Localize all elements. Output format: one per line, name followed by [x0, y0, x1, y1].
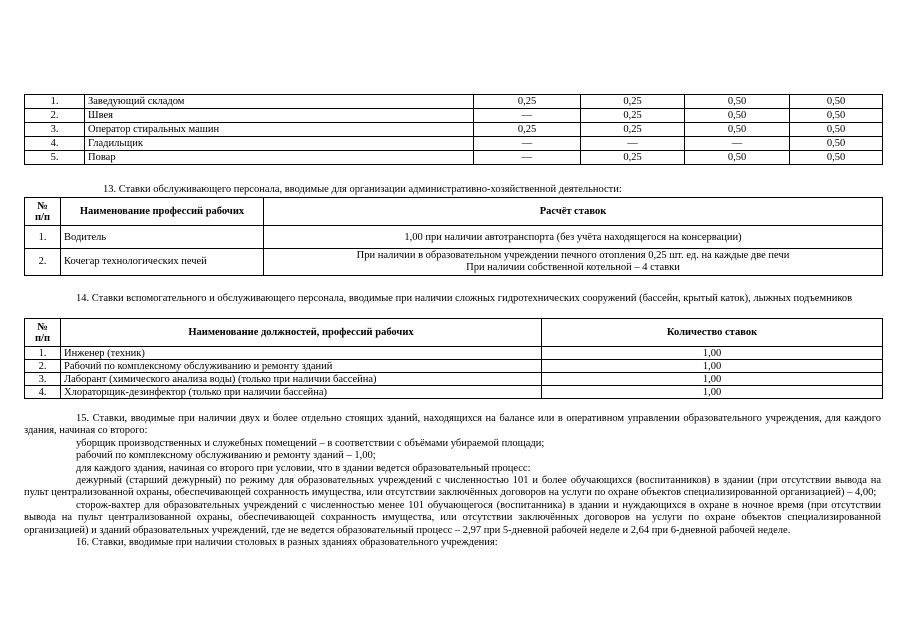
section-15-paragraph-2: уборщик производственных и служебных помещений – в соответствии с объёмами убираемой площади; [76, 437, 545, 449]
section-15-paragraph-5: дежурный (старший дежурный) по режиму для образовательных учреждений с численностью 101 и более обучающихся (воспитанников) в здании (при отсутствии вывода на пульт централизованной охраны, обеспечивающей сохранность имущества, или отсутствии заключённых договоров на услуги по охране объектов специализированной организацией) – 4,00; [24, 475, 881, 499]
row-quantity: 1,00 [542, 347, 883, 360]
row-number: 3. [25, 373, 61, 386]
section-15-paragraph-6: сторож-вахтер для образовательных учреждений с численностью менее 101 обучающегося (воспитанника) в здании и нуждающихся в охране в ночное время (при отсутствии вывода на пульт централизованной охраны, обеспечивающей сохранность имущества, или отсутствии заключённых договоров на услуги по охране объектов специализированной организацией) и зданий образовательных учреждений, где не ведется образовательный процесс – 2,97 при 5-дневной рабочей неделе и 2,64 при 6-дневной рабочей неделе. [24, 499, 881, 536]
staff-rates-table-12 [24, 94, 883, 165]
table-row [25, 360, 883, 373]
row-rate-2: 0,25 [581, 151, 685, 165]
row-number: 5. [25, 151, 85, 165]
table-13-header-name: Наименование профессий рабочих [61, 198, 264, 226]
row-rate-4: 0,50 [790, 95, 883, 109]
row-calc-line-2: При наличии собственной котельной – 4 ставки [466, 262, 680, 273]
staff-rates-table-14 [24, 318, 883, 399]
row-rate-3: 0,50 [685, 109, 790, 123]
table-row [25, 109, 883, 123]
section-14-caption: 14. Ставки вспомогательного и обслуживающего персонала, вводимые при наличии сложных гидротехнических сооружений (бассейн, крытый каток), лыжных подъемников [76, 293, 853, 304]
row-position: Гладильщик [85, 137, 474, 151]
row-number: 2. [25, 249, 61, 276]
row-position: Заведующий складом [85, 95, 474, 109]
row-position: Инженер (техник) [61, 347, 542, 360]
row-rate-1: — [474, 137, 581, 151]
table-14-header-number: № п/п [25, 319, 61, 347]
row-profession: Кочегар технологических печей [61, 249, 264, 276]
table-14-header-name: Наименование должностей, профессий рабочих [61, 319, 542, 347]
row-number: 3. [25, 123, 85, 137]
row-number: 2. [25, 360, 61, 373]
row-rate-2: 0,25 [581, 123, 685, 137]
row-number: 4. [25, 386, 61, 399]
row-rate-2: 0,25 [581, 95, 685, 109]
section-13-caption: 13. Ставки обслуживающего персонала, вводимые для организации административно-хозяйственной деятельности: [103, 184, 622, 195]
row-rate-2: — [581, 137, 685, 151]
section-15-paragraph-4: для каждого здания, начиная со второго при условии, что в здании ведется образовательный процесс: [76, 462, 531, 474]
row-position: Швея [85, 109, 474, 123]
row-rate-4: 0,50 [790, 151, 883, 165]
table-row [25, 151, 883, 165]
row-quantity: 1,00 [542, 373, 883, 386]
table-13-header-number: № п/п [25, 198, 61, 226]
row-rate-3: 0,50 [685, 95, 790, 109]
table-row [25, 137, 883, 151]
row-number: 1. [25, 95, 85, 109]
row-number: 1. [25, 226, 61, 249]
table-row [25, 386, 883, 399]
row-position: Лаборант (химического анализа воды) (только при наличии бассейна) [61, 373, 542, 386]
row-position: Повар [85, 151, 474, 165]
row-calc-line-1: При наличии в образовательном учреждении печного отопления 0,25 шт. ед. на каждые две печи [356, 250, 790, 261]
row-rate-1: — [474, 151, 581, 165]
table-row [25, 347, 883, 360]
row-number: 1. [25, 347, 61, 360]
row-rate-3: 0,50 [685, 151, 790, 165]
row-rate-3: 0,50 [685, 123, 790, 137]
table-row [25, 123, 883, 137]
table-13-header-calc: Расчёт ставок [264, 198, 883, 226]
row-rate-4: 0,50 [790, 137, 883, 151]
row-quantity: 1,00 [542, 386, 883, 399]
row-number: 4. [25, 137, 85, 151]
section-15-paragraph-3: рабочий по комплексному обслуживанию и ремонту зданий – 1,00; [76, 450, 376, 462]
row-rate-4: 0,50 [790, 109, 883, 123]
row-rate-1: 0,25 [474, 123, 581, 137]
table-row [25, 249, 883, 276]
table-14-header-qty: Количество ставок [542, 319, 883, 347]
row-position: Хлораторщик-дезинфектор (только при наличии бассейна) [61, 386, 542, 399]
table-row [25, 226, 883, 249]
section-16-caption: 16. Ставки, вводимые при наличии столовых в разных зданиях образовательного учреждения: [76, 537, 498, 549]
table-row [25, 373, 883, 386]
row-rate-1: — [474, 109, 581, 123]
row-rate-1: 0,25 [474, 95, 581, 109]
table-row [25, 95, 883, 109]
row-number: 2. [25, 109, 85, 123]
row-rate-3: — [685, 137, 790, 151]
row-quantity: 1,00 [542, 360, 883, 373]
section-15-paragraph-1: 15. Ставки, вводимые при наличии двух и более отдельно стоящих зданий, находящихся на балансе или в оперативном управлении образовательного учреждения, для каждого здания, начиная со второго: [24, 413, 881, 437]
row-position: Рабочий по комплексному обслуживанию и ремонту зданий [61, 360, 542, 373]
row-profession: Водитель [61, 226, 264, 249]
section-15-text [24, 413, 881, 549]
row-calc: 1,00 при наличии автотранспорта (без учёта находящегося на консервации) [264, 226, 883, 249]
staff-rates-table-13 [24, 197, 883, 276]
row-calc [264, 249, 883, 276]
row-rate-4: 0,50 [790, 123, 883, 137]
row-rate-2: 0,25 [581, 109, 685, 123]
row-position: Оператор стиральных машин [85, 123, 474, 137]
